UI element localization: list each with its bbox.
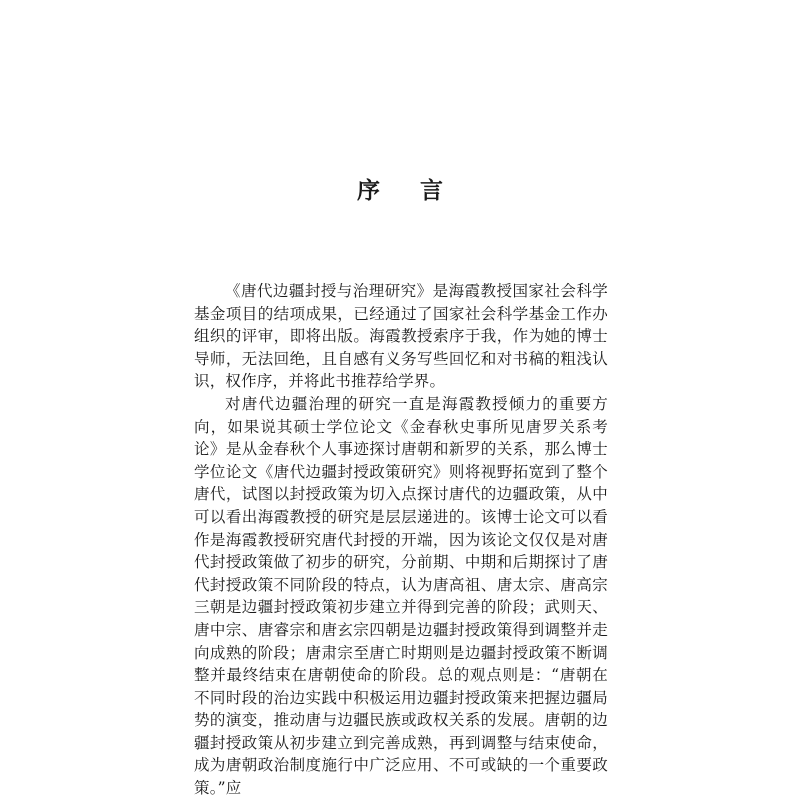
paragraph-2: 对唐代边疆治理的研究一直是海霞教授倾力的重要方向，如果说其硕士学位论文《金春秋史事所见唐罗关系考论》是从金春秋个人事迹探讨唐朝和新罗的关系，那么博士学位论文《唐代边疆封授政策研究》则将视野拓宽到了整个唐代，试图以封授政策为切入点探讨唐代的边疆政策，从中可以看出海霞教授的研究是层层递进的。该博士论文可以看作是海霞教授研究唐代封授的开端，因为该论文仅仅是对唐代封授政策做了初步的研究，分前期、中期和后期探讨了唐代封授政策不同阶段的特点，认为唐高祖、唐太宗、唐高宗三朝是边疆封授政策初步建立并得到完善的阶段；武则天、唐中宗、唐睿宗和唐玄宗四朝是边疆封授政策得到调整并走向成熟的阶段；唐肃宗至唐亡时期则是边疆封授政策不断调整并最终结束在唐朝使命的阶段。总的观点则是：“唐朝在不同时段的治边实践中积极运用边疆封授政策来把握边疆局势的演变，推动唐与边疆民族或政权关系的发展。唐朝的边疆封授政策从初步建立到完善成熟，再到调整与结束使命，成为唐朝政治制度施行中广泛应用、不可或缺的一个重要政策。”应: [194, 394, 608, 798]
paragraph-1: 《唐代边疆封授与治理研究》是海霞教授国家社会科学基金项目的结项成果，已经通过了国家社会科学基金工作办组织的评审，即将出版。海霞教授索序于我，作为她的博士导师，无法回绝，且自感有义务写些回忆和对书稿的粗浅认识，权作序，并将此书推荐给学界。: [194, 282, 608, 391]
preface-title: 序 言: [356, 177, 459, 204]
preface-body: [194, 280, 608, 800]
